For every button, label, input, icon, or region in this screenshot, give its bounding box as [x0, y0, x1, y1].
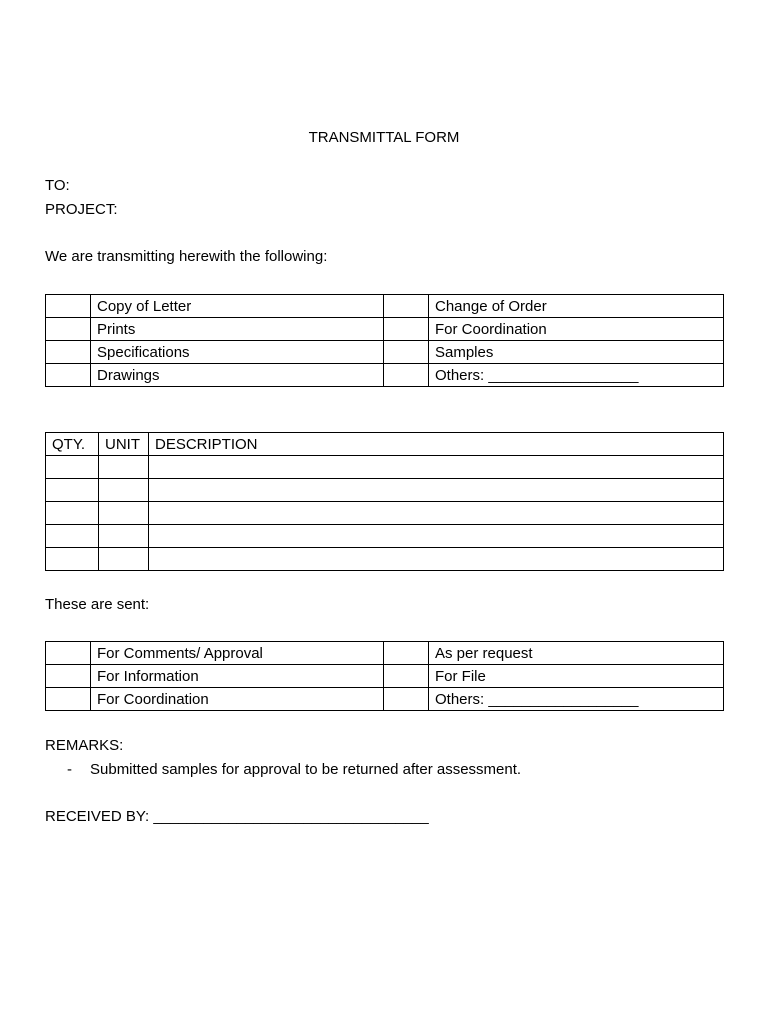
unit-cell[interactable] — [99, 456, 149, 479]
form-title: TRANSMITTAL FORM — [308, 129, 460, 146]
table-row — [46, 665, 724, 688]
checkbox-cell[interactable] — [384, 364, 429, 387]
description-cell[interactable] — [149, 456, 724, 479]
purpose-label: For Coordination — [91, 688, 384, 711]
qty-cell[interactable] — [46, 548, 99, 571]
description-cell[interactable] — [149, 502, 724, 525]
item-label: For Coordination — [429, 318, 724, 341]
qty-cell[interactable] — [46, 479, 99, 502]
checkbox-cell[interactable] — [46, 688, 91, 711]
description-cell[interactable] — [149, 548, 724, 571]
checkbox-cell[interactable] — [384, 341, 429, 364]
checkbox-cell[interactable] — [46, 341, 91, 364]
item-label: Change of Order — [429, 295, 724, 318]
received-by-line: RECEIVED BY: _________________________________ — [45, 808, 429, 825]
description-cell[interactable] — [149, 525, 724, 548]
table-row — [46, 364, 724, 387]
checkbox-cell[interactable] — [46, 318, 91, 341]
checkbox-cell[interactable] — [384, 318, 429, 341]
table-row — [46, 525, 724, 548]
table-row — [46, 502, 724, 525]
unit-cell[interactable] — [99, 479, 149, 502]
checkbox-cell[interactable] — [384, 665, 429, 688]
checkbox-cell[interactable] — [384, 642, 429, 665]
checkbox-cell[interactable] — [46, 665, 91, 688]
purpose-label: For Information — [91, 665, 384, 688]
table-row — [46, 548, 724, 571]
checkbox-cell[interactable] — [46, 642, 91, 665]
checkbox-cell[interactable] — [384, 688, 429, 711]
table-header-row — [46, 433, 724, 456]
to-label: TO: — [45, 177, 70, 194]
table-row — [46, 688, 724, 711]
item-label: Others: __________________ — [429, 364, 724, 387]
table-row — [46, 318, 724, 341]
table-row — [46, 479, 724, 502]
unit-cell[interactable] — [99, 525, 149, 548]
table-row — [46, 642, 724, 665]
sent-purpose-table — [45, 641, 724, 711]
purpose-label: As per request — [429, 642, 724, 665]
qty-header: QTY. — [46, 433, 99, 456]
project-label: PROJECT: — [45, 201, 118, 218]
description-header: DESCRIPTION — [149, 433, 724, 456]
unit-cell[interactable] — [99, 502, 149, 525]
checkbox-cell[interactable] — [46, 364, 91, 387]
table-row — [46, 295, 724, 318]
description-cell[interactable] — [149, 479, 724, 502]
unit-header: UNIT — [99, 433, 149, 456]
transmitted-items-table — [45, 294, 724, 387]
purpose-label: For File — [429, 665, 724, 688]
remarks-label: REMARKS: — [45, 737, 124, 754]
purpose-label: Others: __________________ — [429, 688, 724, 711]
item-label: Copy of Letter — [91, 295, 384, 318]
table-row — [46, 341, 724, 364]
table-row — [46, 456, 724, 479]
item-label: Drawings — [91, 364, 384, 387]
remarks-text: Submitted samples for approval to be returned after assessment. — [90, 761, 522, 778]
purpose-label: For Comments/ Approval — [91, 642, 384, 665]
qty-cell[interactable] — [46, 525, 99, 548]
item-label: Prints — [91, 318, 384, 341]
unit-cell[interactable] — [99, 548, 149, 571]
qty-cell[interactable] — [46, 502, 99, 525]
checkbox-cell[interactable] — [384, 295, 429, 318]
intro-text: We are transmitting herewith the following: — [45, 248, 328, 265]
item-label: Samples — [429, 341, 724, 364]
remarks-bullet: - — [67, 761, 72, 778]
item-label: Specifications — [91, 341, 384, 364]
sent-heading: These are sent: — [45, 596, 150, 613]
quantity-description-table — [45, 432, 724, 571]
qty-cell[interactable] — [46, 456, 99, 479]
checkbox-cell[interactable] — [46, 295, 91, 318]
